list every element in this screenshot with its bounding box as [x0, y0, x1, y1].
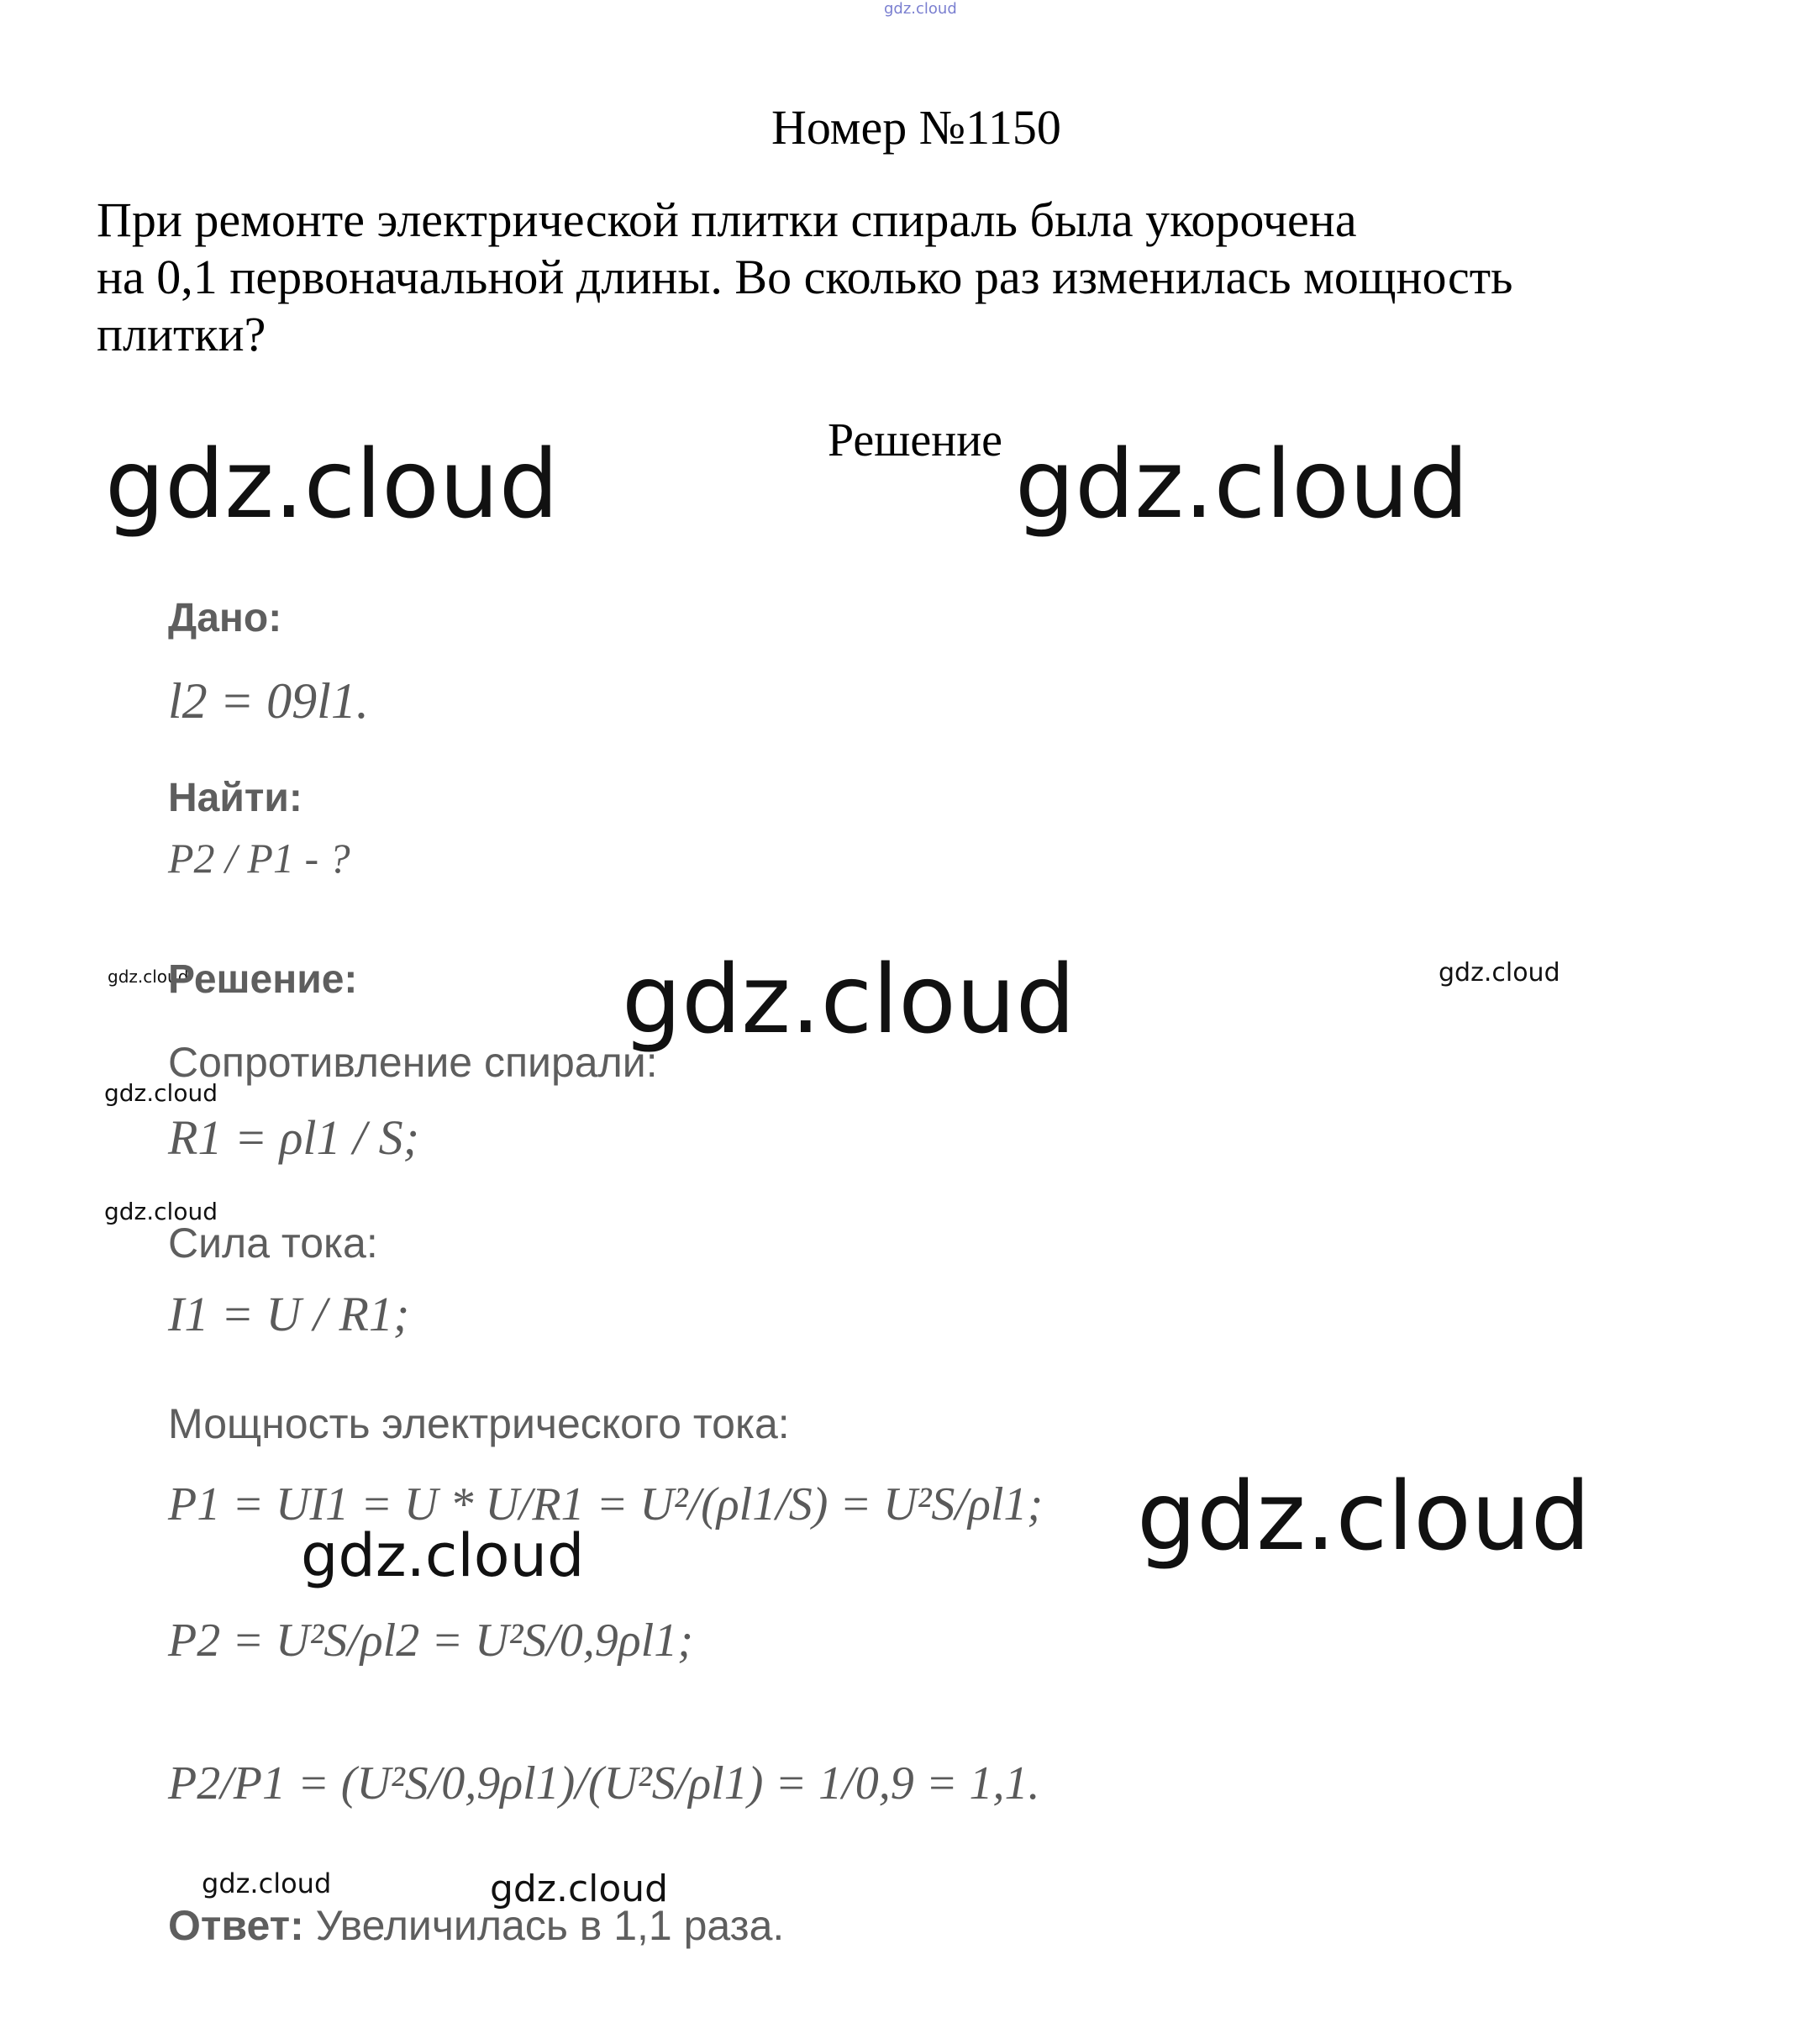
solution-label: Решение:	[168, 957, 358, 1002]
find-label: Найти:	[168, 776, 302, 820]
problem-line-2: на 0,1 первоначальной длины. Во сколько раз изменилась мощность	[97, 250, 1513, 304]
given-formula-text: l2 = 09l1.	[168, 673, 369, 729]
current-label: Сила тока:	[168, 1220, 378, 1267]
watermark-small: gdz.cloud	[490, 1868, 669, 1910]
find-formula-text: P2 / P1 - ?	[168, 835, 350, 882]
watermark-medium: gdz.cloud	[301, 1521, 585, 1590]
resistance-formula-text: R1 = ρl1 / S;	[168, 1110, 419, 1165]
page-title: Номер №1150	[771, 100, 1061, 155]
given-formula	[168, 672, 369, 730]
watermark-small: gdz.cloud	[1439, 958, 1560, 988]
problem-line-3: плитки?	[97, 307, 266, 361]
watermark-large: gdz.cloud	[1137, 1462, 1591, 1572]
power-label: Мощность электрического тока:	[168, 1400, 790, 1447]
watermark-small: gdz.cloud	[104, 1079, 218, 1107]
watermark-large: gdz.cloud	[622, 946, 1076, 1055]
watermark-small: gdz.cloud	[108, 967, 189, 987]
given-label: Дано:	[168, 596, 282, 640]
ratio-formula	[168, 1757, 1040, 1810]
current-formula-text: I1 = U / R1;	[168, 1287, 410, 1341]
resistance-label: Сопротивление спирали:	[168, 1039, 658, 1086]
resistance-formula	[168, 1109, 419, 1166]
watermark-small: gdz.cloud	[202, 1868, 332, 1899]
answer-text: Увеличилась в 1,1 раза.	[315, 1902, 785, 1949]
watermark-top: gdz.cloud	[884, 0, 957, 18]
power1-formula-text: P1 = UI1 = U * U/R1 = U²/(ρl1/S) = U²S/ρl1;	[168, 1478, 1044, 1530]
ratio-formula-text: P2/P1 = (U²S/0,9ρl1)/(U²S/ρl1) = 1/0,9 = 1,1.	[168, 1757, 1040, 1810]
watermark-large: gdz.cloud	[105, 430, 559, 540]
solution-heading: Решение	[828, 414, 1003, 466]
problem-line-1: При ремонте электрической плитки спираль была укорочена	[97, 192, 1357, 247]
find-formula	[168, 834, 350, 882]
power2-formula-text: P2 = U²S/ρl2 = U²S/0,9ρl1;	[168, 1615, 693, 1667]
power1-formula	[168, 1478, 1043, 1531]
answer-line	[168, 1901, 784, 1950]
power2-formula	[168, 1614, 693, 1667]
watermark-small: gdz.cloud	[104, 1198, 218, 1225]
current-formula	[168, 1286, 409, 1342]
watermark-large: gdz.cloud	[1015, 430, 1469, 540]
answer-label: Ответ:	[168, 1902, 304, 1949]
